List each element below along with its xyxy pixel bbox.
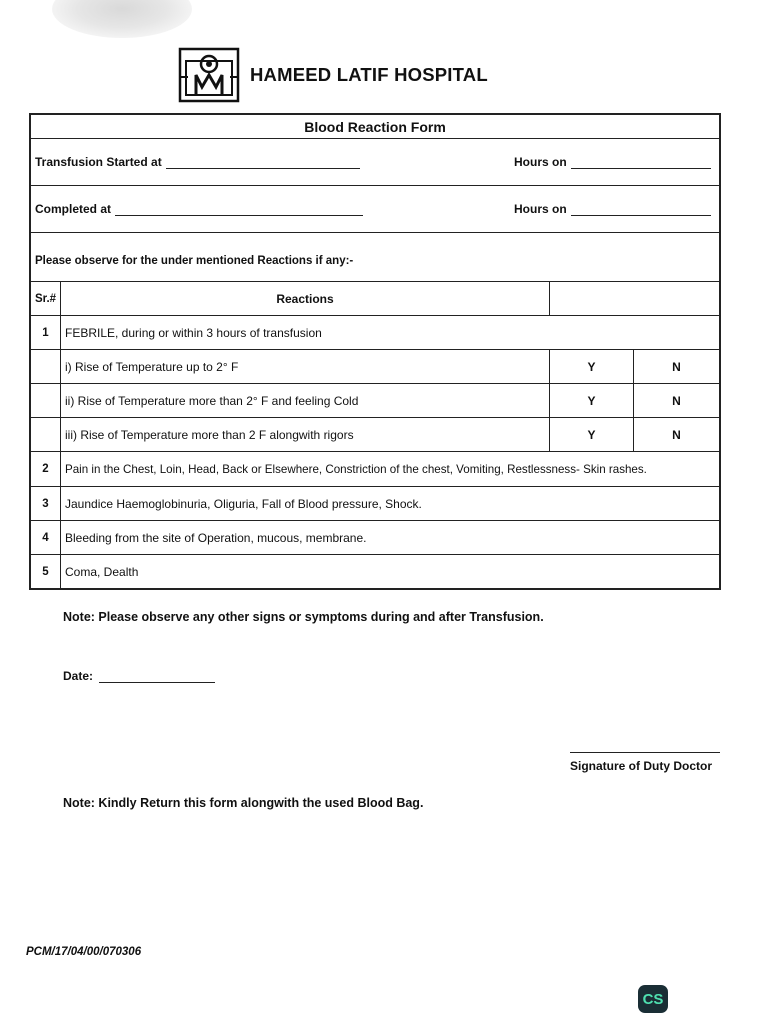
reaction-text: ii) Rise of Temperature more than 2° F and feeling Cold: [65, 393, 359, 408]
sr-header: Sr.#: [31, 282, 61, 315]
instruction-text: Please observe for the under mentioned Reactions if any:-: [35, 255, 354, 267]
observation-note: Note: Please observe any other signs or symptoms during and after Transfusion.: [63, 610, 544, 624]
hospital-logo-icon: [178, 47, 240, 103]
reactions-header: Reactions: [276, 291, 334, 306]
hospital-name: HAMEED LATIF HOSPITAL: [250, 64, 488, 85]
transfusion-started-field[interactable]: [166, 158, 360, 169]
table-row: [31, 521, 719, 555]
table-row: [31, 418, 719, 452]
blood-reaction-form: [29, 113, 721, 590]
yes-option[interactable]: Y: [549, 384, 633, 417]
completed-label: Completed at: [35, 202, 112, 216]
completed-hours-label: Hours on: [514, 202, 567, 216]
yes-option[interactable]: Y: [549, 350, 633, 383]
completed-field[interactable]: [115, 205, 363, 216]
sr-cell: [31, 384, 61, 417]
reaction-text: FEBRILE, during or within 3 hours of transfusion: [65, 325, 322, 340]
table-header-row: [31, 282, 719, 316]
reactions-table: [31, 282, 719, 588]
no-option[interactable]: N: [633, 350, 719, 383]
table-row: [31, 452, 719, 487]
transfusion-started-label: Transfusion Started at: [35, 155, 162, 169]
reaction-text: i) Rise of Temperature up to 2° F: [65, 359, 239, 374]
empty-header-cell: [549, 282, 719, 315]
started-hours-label: Hours on: [514, 155, 567, 169]
no-option[interactable]: N: [633, 418, 719, 451]
no-option[interactable]: N: [633, 384, 719, 417]
yes-option[interactable]: Y: [549, 418, 633, 451]
signature-line[interactable]: [570, 752, 720, 753]
sr-cell: 1: [31, 316, 61, 349]
return-note: Note: Kindly Return this form alongwith the used Blood Bag.: [63, 796, 424, 810]
sr-cell: [31, 350, 61, 383]
sr-cell: 4: [31, 521, 61, 554]
started-hours-field[interactable]: [571, 158, 711, 169]
sr-cell: [31, 418, 61, 451]
table-row: [31, 384, 719, 418]
table-row: [31, 350, 719, 384]
transfusion-started-row: [31, 139, 719, 186]
table-row: [31, 555, 719, 588]
reaction-text: Bleeding from the site of Operation, mucous, membrane.: [65, 530, 367, 545]
table-row: [31, 487, 719, 521]
table-row: [31, 316, 719, 350]
completed-hours-field[interactable]: [571, 205, 711, 216]
reaction-text: Pain in the Chest, Loin, Head, Back or Elsewhere, Constriction of the chest, Vomiting, Restlessness- Skin rashes.: [65, 462, 647, 476]
completed-row: [31, 186, 719, 233]
date-row: [63, 669, 215, 683]
instruction-row: [31, 233, 719, 282]
reaction-text: iii) Rise of Temperature more than 2 F alongwith rigors: [65, 427, 354, 442]
signature-label: Signature of Duty Doctor: [570, 759, 713, 773]
sr-cell: 5: [31, 555, 61, 588]
form-title: Blood Reaction Form: [31, 115, 719, 139]
sr-cell: 2: [31, 452, 61, 486]
paper-smudge: [52, 0, 192, 38]
reaction-text: Coma, Dealth: [65, 564, 139, 579]
camscanner-badge: CS: [638, 985, 668, 1013]
reaction-text: Jaundice Haemoglobinuria, Oliguria, Fall of Blood pressure, Shock.: [65, 496, 422, 511]
date-field[interactable]: [99, 672, 215, 683]
sr-cell: 3: [31, 487, 61, 520]
letterhead: [178, 46, 488, 104]
document-code: PCM/17/04/00/070306: [26, 946, 142, 958]
date-label: Date:: [63, 669, 94, 683]
